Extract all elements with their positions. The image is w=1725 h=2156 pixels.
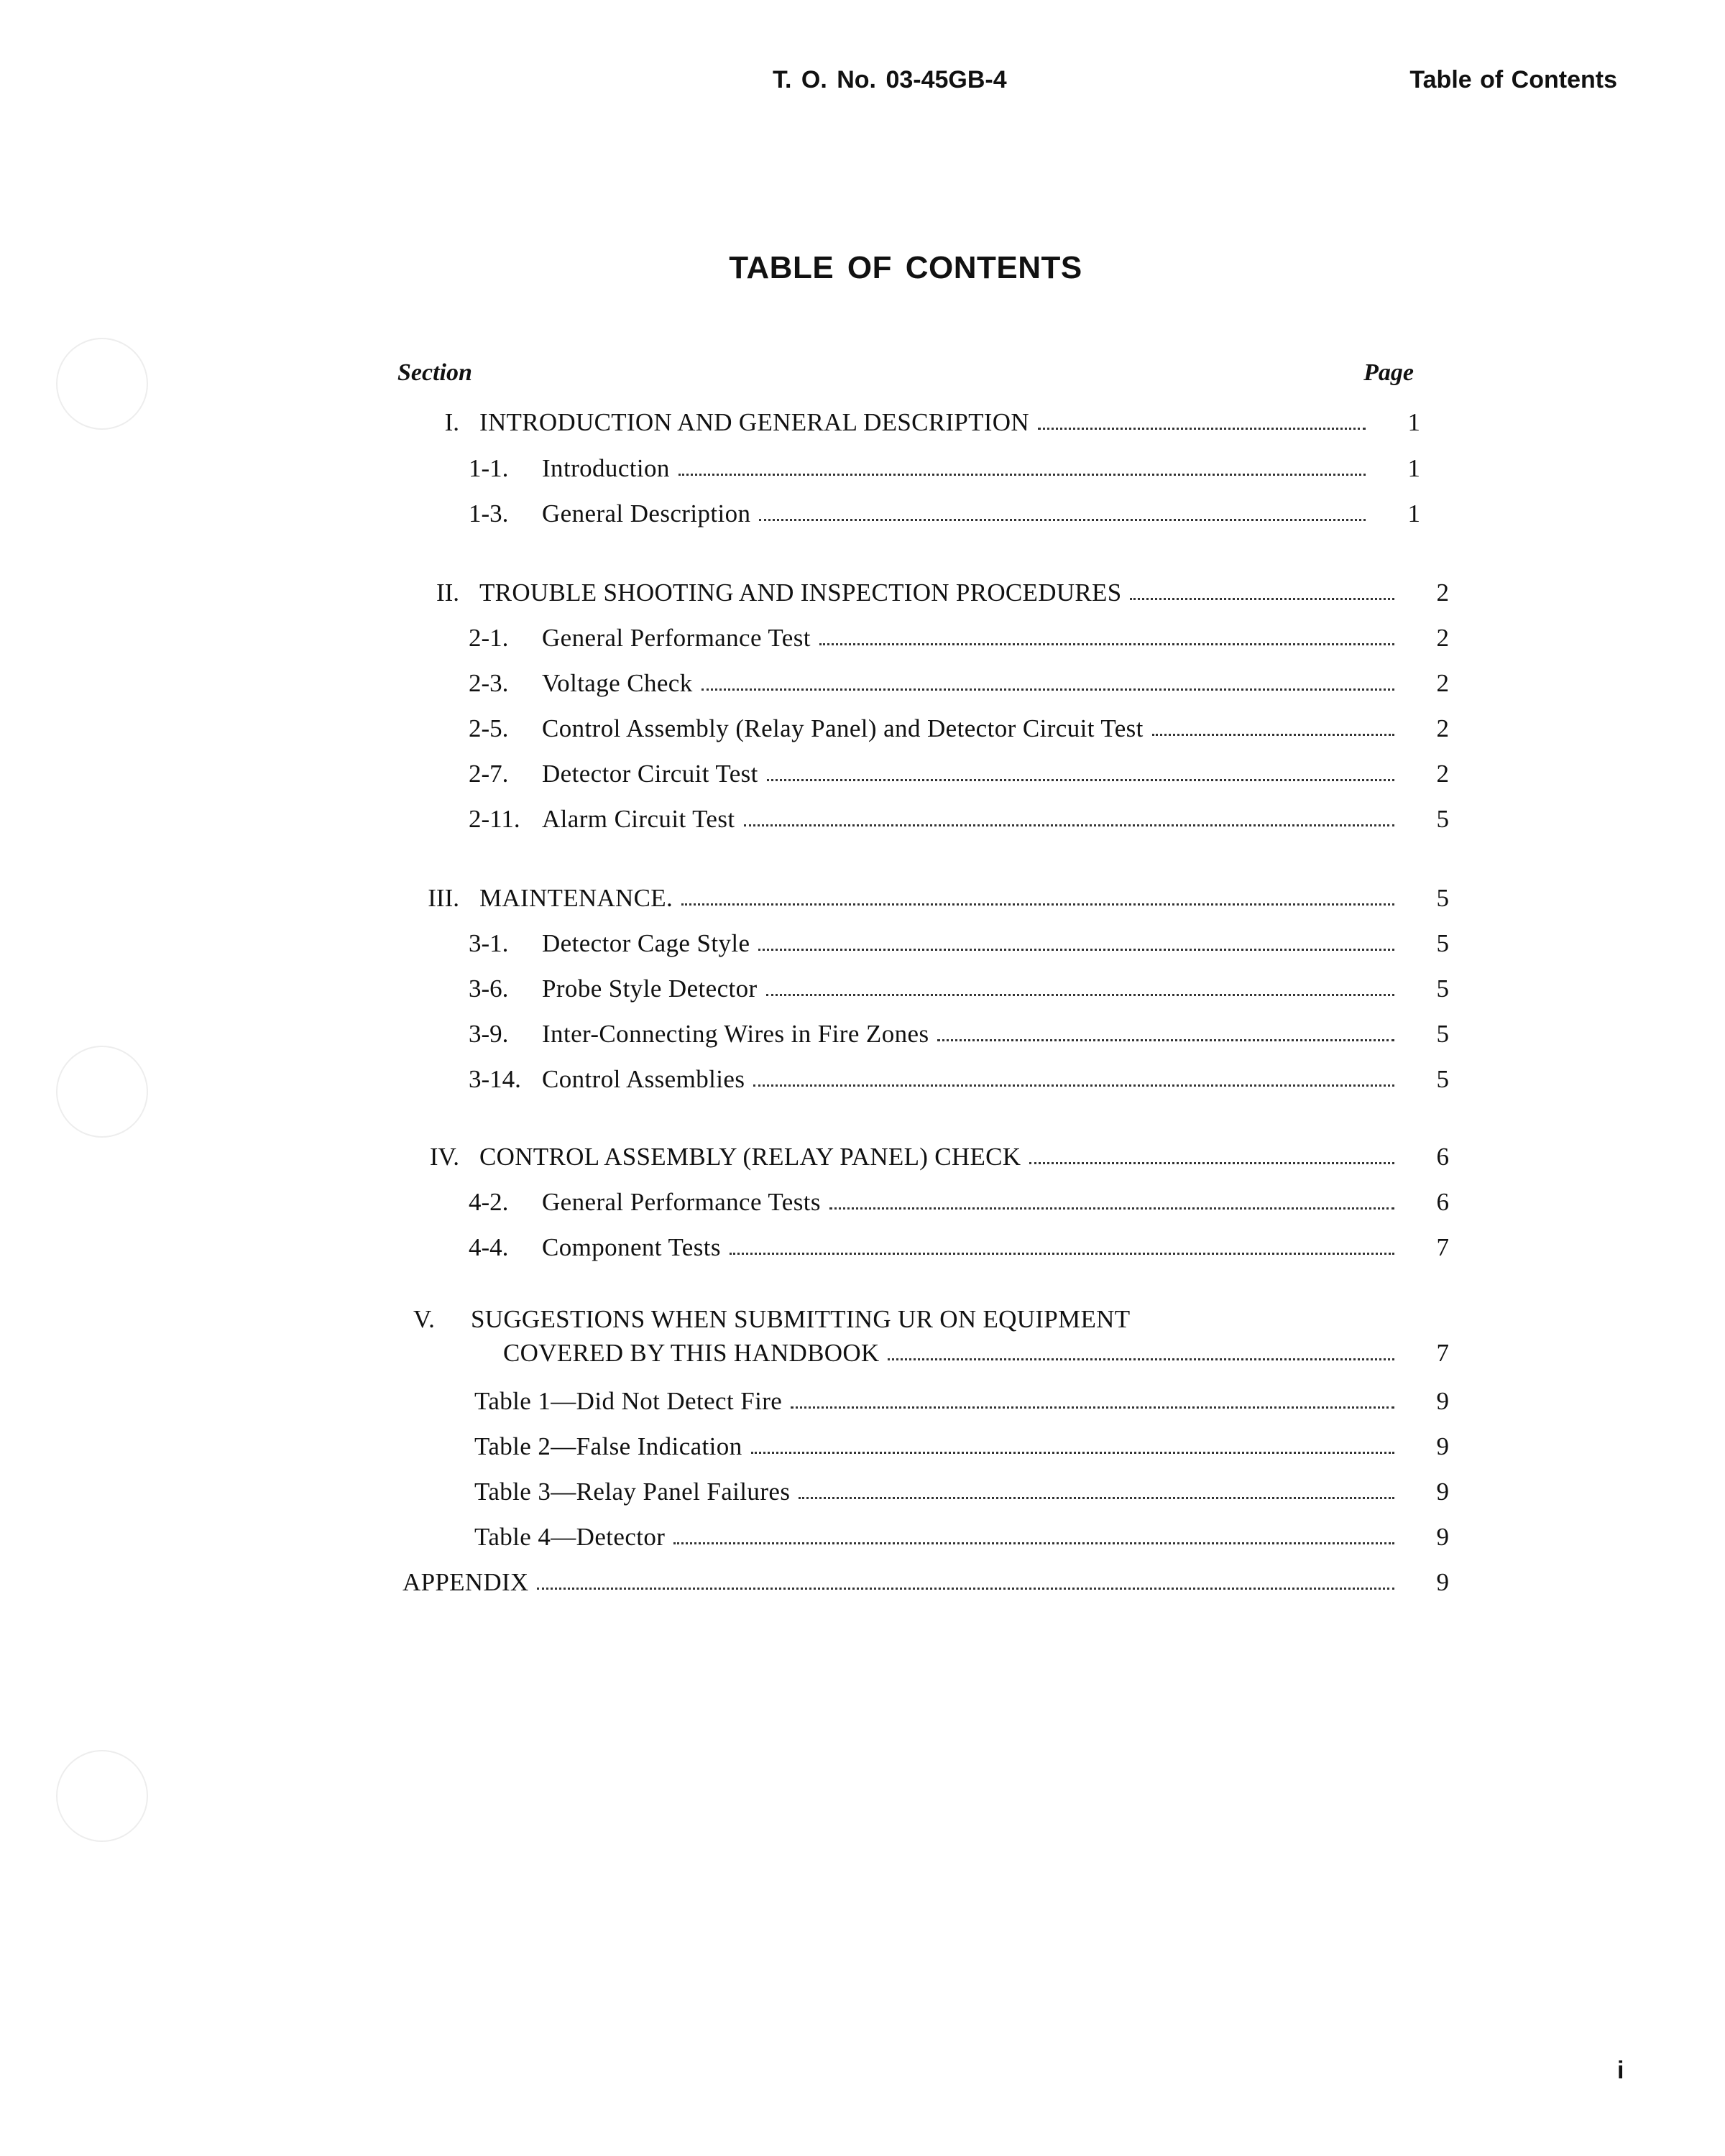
section-column-heading: Section — [397, 359, 472, 386]
toc-subsection-entry[interactable] — [469, 617, 1452, 653]
dot-leader — [758, 949, 1394, 951]
table-title: Table 3—Relay Panel Failures — [474, 1478, 791, 1506]
toc-subsection-entry[interactable] — [469, 662, 1452, 698]
toc-section-entry[interactable] — [399, 877, 1452, 913]
page-number: 1 — [1407, 408, 1420, 436]
subsection-number: 2-1. — [469, 624, 509, 652]
table-title: Table 2—False Indication — [474, 1432, 742, 1460]
footer-page-number: i — [1617, 2057, 1624, 2084]
subsection-title: Detector Circuit Test — [542, 760, 758, 788]
dot-leader — [829, 1207, 1394, 1210]
subsection-number: 3-6. — [469, 975, 509, 1003]
page-title: TABLE OF CONTENTS — [729, 250, 1082, 285]
dot-leader — [766, 994, 1394, 996]
page-number: 5 — [1436, 1020, 1449, 1048]
toc-subsection-entry[interactable] — [469, 1181, 1452, 1217]
subsection-number: 3-1. — [469, 929, 509, 957]
page-number: 5 — [1436, 975, 1449, 1003]
section-title: CONTROL ASSEMBLY (RELAY PANEL) CHECK — [479, 1143, 1021, 1171]
dot-leader — [702, 688, 1394, 691]
dot-leader — [819, 643, 1394, 645]
toc-table-entry[interactable] — [474, 1516, 1452, 1552]
running-header: Table of Contents — [1409, 66, 1617, 93]
toc-subsection-entry[interactable] — [469, 1058, 1452, 1094]
section-number: II. — [436, 579, 459, 607]
page-column-heading: Page — [1363, 359, 1414, 386]
toc-subsection-entry[interactable] — [469, 922, 1452, 958]
dot-leader — [1029, 1162, 1394, 1164]
dot-leader — [673, 1542, 1394, 1544]
document-number: T. O. No. 03-45GB-4 — [773, 66, 1007, 93]
page-number: 9 — [1436, 1523, 1449, 1551]
dot-leader — [1038, 428, 1366, 430]
dot-leader — [537, 1588, 1394, 1590]
page-number: 5 — [1436, 929, 1449, 957]
page-number: 2 — [1436, 579, 1449, 607]
toc-appendix-entry[interactable] — [402, 1561, 1452, 1597]
toc-table-entry[interactable] — [474, 1425, 1452, 1461]
subsection-number: 2-5. — [469, 714, 509, 742]
page-number: 6 — [1436, 1143, 1449, 1171]
page-number: 5 — [1436, 805, 1449, 833]
subsection-number: 4-4. — [469, 1233, 509, 1261]
dot-leader — [937, 1039, 1394, 1041]
toc-section-entry[interactable] — [503, 1332, 1452, 1368]
section-number: III. — [428, 884, 459, 912]
subsection-number: 2-3. — [469, 669, 509, 697]
page-number: 7 — [1436, 1339, 1449, 1367]
subsection-number: 3-14. — [469, 1065, 521, 1093]
dot-leader — [767, 779, 1394, 781]
dot-leader — [751, 1452, 1394, 1454]
subsection-number: 1-3. — [469, 499, 509, 528]
toc-table-entry[interactable] — [474, 1380, 1452, 1416]
toc-subsection-entry[interactable] — [469, 752, 1452, 788]
toc-table-entry[interactable] — [474, 1470, 1452, 1506]
toc-subsection-entry[interactable] — [469, 1013, 1452, 1049]
subsection-title: Probe Style Detector — [542, 975, 758, 1003]
dot-leader — [678, 474, 1366, 476]
dot-leader — [681, 903, 1394, 906]
section-number: V. — [413, 1305, 436, 1333]
toc-subsection-entry[interactable] — [469, 447, 1423, 483]
toc-subsection-entry[interactable] — [469, 798, 1452, 834]
subsection-number: 4-2. — [469, 1188, 509, 1216]
dot-leader — [888, 1358, 1394, 1360]
page-number: 5 — [1436, 884, 1449, 912]
dot-leader — [1130, 598, 1394, 600]
page-number: 2 — [1436, 624, 1449, 652]
dot-leader — [1152, 734, 1394, 736]
subsection-title: Control Assemblies — [542, 1065, 745, 1093]
subsection-number: 2-11. — [469, 805, 520, 833]
toc-section-entry[interactable] — [399, 401, 1423, 437]
section-number: I. — [444, 408, 459, 436]
subsection-title: General Performance Test — [542, 624, 811, 652]
appendix-title: APPENDIX — [402, 1568, 529, 1596]
subsection-title: Component Tests — [542, 1233, 721, 1261]
page-number: 7 — [1436, 1233, 1449, 1261]
page-number: 9 — [1436, 1387, 1449, 1415]
subsection-title: General Description — [542, 499, 751, 528]
dot-leader — [799, 1497, 1394, 1499]
toc-subsection-entry[interactable] — [469, 707, 1452, 743]
page-number: 2 — [1436, 669, 1449, 697]
toc-subsection-entry[interactable] — [469, 492, 1423, 528]
dot-leader — [730, 1253, 1394, 1255]
dot-leader — [744, 824, 1394, 826]
section-title: MAINTENANCE. — [479, 884, 673, 912]
page-number: 6 — [1436, 1188, 1449, 1216]
toc-subsection-entry[interactable] — [469, 967, 1452, 1003]
subsection-title: Introduction — [542, 454, 670, 482]
dot-leader — [759, 519, 1366, 521]
page-number: 5 — [1436, 1065, 1449, 1093]
toc-subsection-entry[interactable] — [469, 1226, 1452, 1262]
page-number: 1 — [1407, 499, 1420, 528]
section-number: IV. — [429, 1143, 459, 1171]
page-number: 2 — [1436, 714, 1449, 742]
toc-section-entry[interactable] — [399, 1135, 1452, 1171]
section-title-line-2: COVERED BY THIS HANDBOOK — [503, 1339, 880, 1367]
subsection-title: General Performance Tests — [542, 1188, 821, 1216]
section-title-line-1: SUGGESTIONS WHEN SUBMITTING UR ON EQUIPMENT — [471, 1305, 1131, 1333]
subsection-title: Control Assembly (Relay Panel) and Detector Circuit Test — [542, 714, 1144, 742]
dot-leader — [753, 1084, 1394, 1087]
table-title: Table 4—Detector — [474, 1523, 666, 1551]
subsection-number: 2-7. — [469, 760, 509, 788]
page-number: 9 — [1436, 1568, 1449, 1596]
subsection-title: Voltage Check — [542, 669, 693, 697]
section-title: INTRODUCTION AND GENERAL DESCRIPTION — [479, 408, 1029, 436]
subsection-title: Alarm Circuit Test — [542, 805, 735, 833]
toc-section-entry[interactable] — [399, 571, 1452, 607]
page-number: 1 — [1407, 454, 1420, 482]
page-number: 9 — [1436, 1478, 1449, 1506]
table-title: Table 1—Did Not Detect Fire — [474, 1387, 783, 1415]
subsection-number: 1-1. — [469, 454, 509, 482]
page-number: 9 — [1436, 1432, 1449, 1460]
section-title: TROUBLE SHOOTING AND INSPECTION PROCEDURES — [479, 579, 1122, 607]
subsection-title: Detector Cage Style — [542, 929, 750, 957]
dot-leader — [791, 1406, 1394, 1409]
page-number: 2 — [1436, 760, 1449, 788]
subsection-title: Inter-Connecting Wires in Fire Zones — [542, 1020, 929, 1048]
subsection-number: 3-9. — [469, 1020, 509, 1048]
